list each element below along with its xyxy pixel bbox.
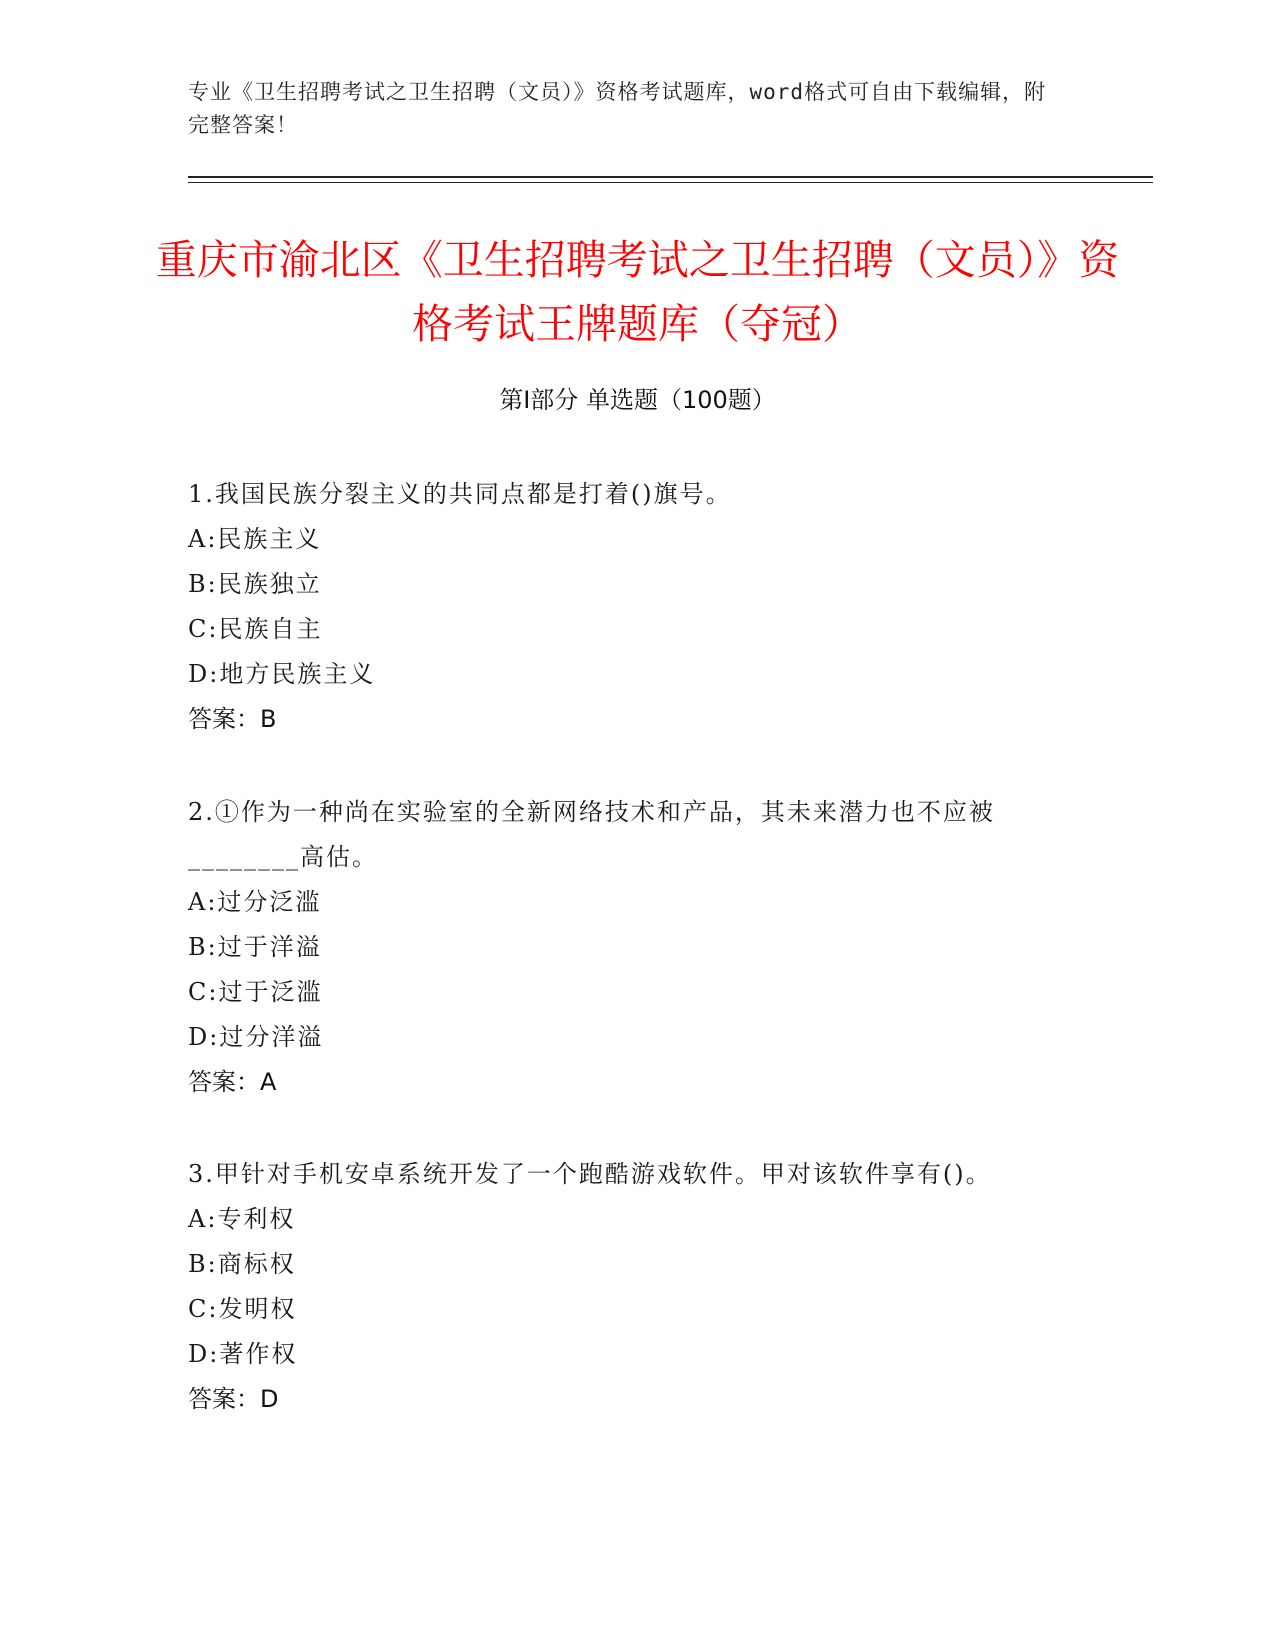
option-d: D:地方民族主义 [188,660,376,688]
answer-line: 答案：D [188,1385,279,1413]
option-d: D:著作权 [188,1340,298,1368]
option-c: C:发明权 [188,1295,297,1323]
header-rule-thin [188,182,1153,183]
question-stem: 3.甲针对手机安卓系统开发了一个跑酷游戏软件。甲对该软件享有()。 [188,1160,992,1188]
question-stem: 2.①作为一种尚在实验室的全新网络技术和产品，其未来潜力也不应被________高估。 [188,798,995,871]
option-c: C:民族自主 [188,615,323,643]
option-b: B:商标权 [188,1250,296,1278]
header-note: 专业《卫生招聘考试之卫生招聘（文员）》资格考试题库，word格式可自由下载编辑，附完整答案！ [188,80,1047,137]
option-a: A:过分泛滥 [188,888,322,916]
section-title: 第Ⅰ部分 单选题（100题） [499,386,776,414]
option-b: B:过于洋溢 [188,933,322,961]
option-d: D:过分洋溢 [188,1023,324,1051]
option-a: A:专利权 [188,1205,296,1233]
document-title: 重庆市渝北区《卫生招聘考试之卫生招聘（文员）》资格考试王牌题库（夺冠） [155,236,1120,348]
option-c: C:过于泛滥 [188,978,323,1006]
answer-line: 答案：B [188,705,277,733]
option-b: B:民族独立 [188,570,322,598]
answer-line: 答案：A [188,1068,277,1096]
header-rule-thick [188,176,1153,178]
question-2 [188,790,1068,1105]
question-1 [188,472,1068,742]
option-a: A:民族主义 [188,525,322,553]
question-stem: 1.我国民族分裂主义的共同点都是打着()旗号。 [188,480,732,508]
question-3 [188,1152,1068,1422]
